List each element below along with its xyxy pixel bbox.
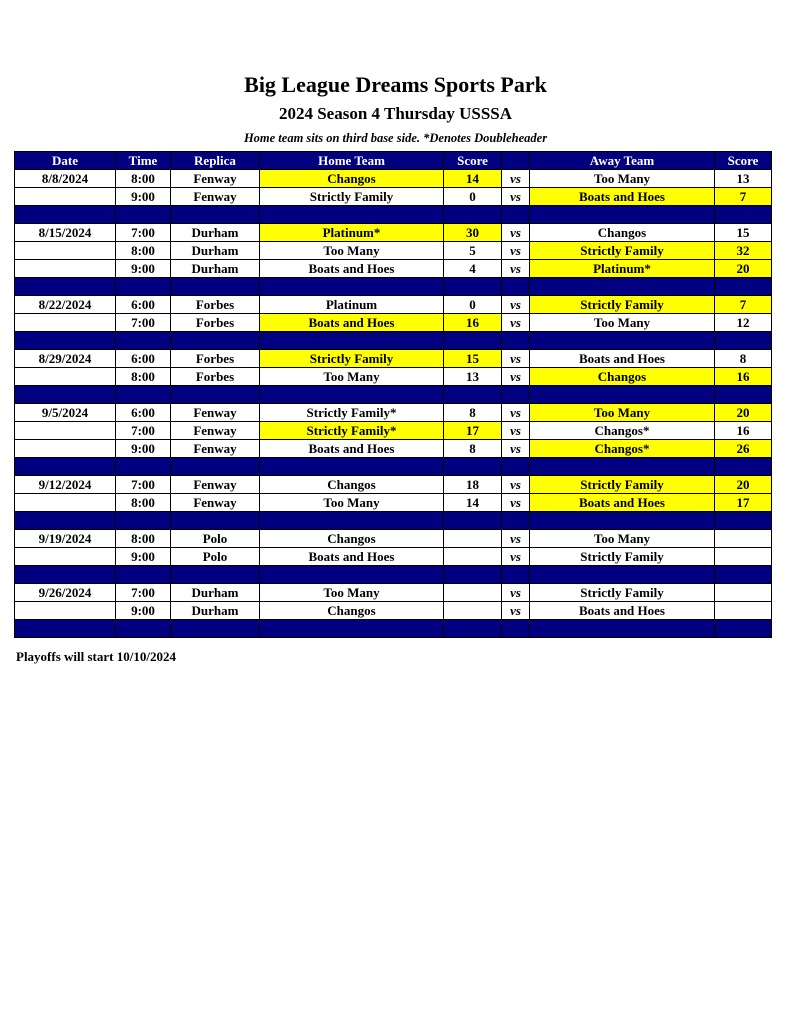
replica-cell: Fenway [171,422,260,440]
schedule-note: Home team sits on third base side. *Denotes Doubleheader [243,131,548,145]
spacer-row [15,206,772,224]
spacer-cell [715,512,772,530]
spacer-cell [260,566,444,584]
spacer-cell [715,332,772,350]
vs-cell: vs [502,296,530,314]
away-team-cell: Too Many [530,170,715,188]
vs-cell: vs [502,494,530,512]
table-row [15,494,772,512]
table-row [15,170,772,188]
home-score-cell [444,530,502,548]
date-cell: 8/29/2024 [15,350,116,368]
spacer-cell [530,206,715,224]
home-team-cell: Platinum [260,296,444,314]
vs-cell: vs [502,368,530,386]
away-team-cell: Boats and Hoes [530,494,715,512]
spacer-cell [116,620,171,638]
replica-cell: Fenway [171,440,260,458]
home-team-cell: Too Many [260,494,444,512]
replica-cell: Fenway [171,476,260,494]
vs-cell: vs [502,422,530,440]
home-team-cell: Platinum* [260,224,444,242]
vs-cell: vs [502,350,530,368]
spacer-cell [444,566,502,584]
home-score-cell: 0 [444,296,502,314]
spacer-cell [171,278,260,296]
spacer-cell [15,386,116,404]
header-away-team: Away Team [530,152,715,170]
time-cell: 9:00 [116,440,171,458]
spacer-cell [530,332,715,350]
away-score-cell [715,584,772,602]
date-cell: 9/5/2024 [15,404,116,422]
spacer-cell [15,206,116,224]
header-home-score: Score [444,152,502,170]
header-vs [502,152,530,170]
away-team-cell: Changos [530,368,715,386]
spacer-cell [715,386,772,404]
table-row [15,584,772,602]
away-team-cell: Too Many [530,530,715,548]
date-cell: 9/19/2024 [15,530,116,548]
page-subtitle: 2024 Season 4 Thursday USSSA [278,104,513,123]
table-row [15,350,772,368]
away-score-cell: 20 [715,476,772,494]
date-cell [15,602,116,620]
home-team-cell: Strictly Family* [260,422,444,440]
vs-cell: vs [502,530,530,548]
table-row [15,224,772,242]
spacer-cell [171,206,260,224]
table-row [15,602,772,620]
home-score-cell: 8 [444,404,502,422]
spacer-cell [15,620,116,638]
vs-cell: vs [502,314,530,332]
time-cell: 9:00 [116,602,171,620]
away-score-cell: 8 [715,350,772,368]
away-score-cell [715,548,772,566]
spacer-cell [116,458,171,476]
footer-note: Playoffs will start 10/10/2024 [16,649,176,664]
spacer-cell [171,332,260,350]
spacer-cell [502,386,530,404]
date-cell: 8/15/2024 [15,224,116,242]
home-team-cell: Strictly Family* [260,404,444,422]
home-score-cell: 14 [444,170,502,188]
time-cell: 6:00 [116,350,171,368]
header-row [15,152,772,170]
date-cell [15,440,116,458]
time-cell: 8:00 [116,242,171,260]
home-score-cell [444,584,502,602]
page-title: Big League Dreams Sports Park [244,72,547,97]
vs-cell: vs [502,170,530,188]
table-row [15,296,772,314]
away-score-cell: 17 [715,494,772,512]
replica-cell: Forbes [171,368,260,386]
home-team-cell: Too Many [260,584,444,602]
spacer-row [15,278,772,296]
date-cell [15,188,116,206]
spacer-cell [171,620,260,638]
header-home-team: Home Team [260,152,444,170]
spacer-cell [171,512,260,530]
away-score-cell [715,530,772,548]
away-team-cell: Strictly Family [530,296,715,314]
replica-cell: Durham [171,224,260,242]
away-team-cell: Boats and Hoes [530,350,715,368]
replica-cell: Forbes [171,314,260,332]
spacer-cell [116,566,171,584]
time-cell: 7:00 [116,422,171,440]
vs-cell: vs [502,548,530,566]
spacer-cell [530,458,715,476]
spacer-cell [444,332,502,350]
time-cell: 8:00 [116,368,171,386]
table-row [15,368,772,386]
spacer-cell [15,566,116,584]
away-team-cell: Too Many [530,404,715,422]
home-score-cell: 18 [444,476,502,494]
table-row [15,404,772,422]
date-cell: 9/12/2024 [15,476,116,494]
spacer-cell [260,278,444,296]
spacer-cell [260,206,444,224]
away-score-cell: 16 [715,368,772,386]
date-cell [15,242,116,260]
time-cell: 7:00 [116,476,171,494]
spacer-cell [260,386,444,404]
home-score-cell: 17 [444,422,502,440]
away-team-cell: Boats and Hoes [530,602,715,620]
header-away-score: Score [715,152,772,170]
away-score-cell: 26 [715,440,772,458]
spacer-cell [15,458,116,476]
time-cell: 7:00 [116,314,171,332]
schedule-body [15,170,772,638]
spacer-cell [260,620,444,638]
date-cell [15,260,116,278]
table-row [15,260,772,278]
home-score-cell: 5 [444,242,502,260]
away-team-cell: Strictly Family [530,584,715,602]
date-cell [15,368,116,386]
away-score-cell: 7 [715,296,772,314]
away-team-cell: Strictly Family [530,476,715,494]
table-row [15,548,772,566]
spacer-row [15,386,772,404]
date-cell: 9/26/2024 [15,584,116,602]
vs-cell: vs [502,440,530,458]
spacer-cell [15,332,116,350]
vs-cell: vs [502,242,530,260]
vs-cell: vs [502,404,530,422]
away-team-cell: Changos* [530,422,715,440]
home-team-cell: Changos [260,530,444,548]
date-cell: 8/22/2024 [15,296,116,314]
home-team-cell: Boats and Hoes [260,548,444,566]
time-cell: 8:00 [116,170,171,188]
time-cell: 6:00 [116,404,171,422]
replica-cell: Forbes [171,350,260,368]
replica-cell: Fenway [171,188,260,206]
home-score-cell: 14 [444,494,502,512]
replica-cell: Durham [171,260,260,278]
away-team-cell: Boats and Hoes [530,188,715,206]
home-score-cell: 30 [444,224,502,242]
replica-cell: Durham [171,242,260,260]
date-cell [15,314,116,332]
replica-cell: Durham [171,602,260,620]
replica-cell: Polo [171,530,260,548]
spacer-cell [502,512,530,530]
home-score-cell: 16 [444,314,502,332]
spacer-cell [116,386,171,404]
home-team-cell: Boats and Hoes [260,314,444,332]
spacer-cell [502,458,530,476]
spacer-cell [530,278,715,296]
away-score-cell: 13 [715,170,772,188]
table-row [15,242,772,260]
away-team-cell: Changos* [530,440,715,458]
time-cell: 6:00 [116,296,171,314]
spacer-cell [260,512,444,530]
header-date: Date [15,152,116,170]
vs-cell: vs [502,602,530,620]
home-team-cell: Changos [260,476,444,494]
spacer-cell [116,206,171,224]
away-team-cell: Platinum* [530,260,715,278]
date-cell [15,494,116,512]
time-cell: 9:00 [116,260,171,278]
home-team-cell: Strictly Family [260,188,444,206]
away-score-cell: 20 [715,404,772,422]
home-team-cell: Changos [260,602,444,620]
spacer-cell [715,206,772,224]
spacer-cell [444,620,502,638]
home-team-cell: Boats and Hoes [260,260,444,278]
spacer-cell [530,620,715,638]
spacer-cell [502,206,530,224]
away-score-cell: 7 [715,188,772,206]
spacer-cell [116,332,171,350]
spacer-cell [502,278,530,296]
spacer-cell [530,386,715,404]
date-cell [15,548,116,566]
spacer-row [15,566,772,584]
home-score-cell: 8 [444,440,502,458]
home-team-cell: Strictly Family [260,350,444,368]
time-cell: 8:00 [116,530,171,548]
spacer-cell [502,332,530,350]
time-cell: 8:00 [116,494,171,512]
home-score-cell: 15 [444,350,502,368]
spacer-cell [715,278,772,296]
date-cell [15,422,116,440]
time-cell: 9:00 [116,548,171,566]
spacer-row [15,332,772,350]
vs-cell: vs [502,224,530,242]
spacer-cell [444,278,502,296]
time-cell: 9:00 [116,188,171,206]
time-cell: 7:00 [116,584,171,602]
schedule-table [14,151,772,638]
vs-cell: vs [502,188,530,206]
spacer-cell [15,512,116,530]
spacer-cell [444,458,502,476]
away-score-cell: 15 [715,224,772,242]
header-replica: Replica [171,152,260,170]
away-score-cell: 12 [715,314,772,332]
header-time: Time [116,152,171,170]
vs-cell: vs [502,584,530,602]
home-team-cell: Changos [260,170,444,188]
spacer-cell [260,458,444,476]
table-row [15,440,772,458]
away-team-cell: Changos [530,224,715,242]
home-team-cell: Too Many [260,368,444,386]
spacer-cell [116,512,171,530]
vs-cell: vs [502,476,530,494]
away-score-cell: 16 [715,422,772,440]
home-score-cell [444,548,502,566]
home-score-cell: 0 [444,188,502,206]
spacer-cell [530,566,715,584]
table-row [15,530,772,548]
spacer-cell [444,512,502,530]
spacer-cell [171,566,260,584]
table-row [15,476,772,494]
replica-cell: Fenway [171,170,260,188]
home-score-cell: 13 [444,368,502,386]
away-team-cell: Strictly Family [530,548,715,566]
spacer-row [15,458,772,476]
spacer-row [15,620,772,638]
vs-cell: vs [502,260,530,278]
spacer-cell [530,512,715,530]
spacer-cell [715,566,772,584]
table-row [15,188,772,206]
replica-cell: Polo [171,548,260,566]
away-team-cell: Too Many [530,314,715,332]
spacer-cell [444,386,502,404]
spacer-cell [116,278,171,296]
away-score-cell: 32 [715,242,772,260]
table-row [15,422,772,440]
replica-cell: Fenway [171,494,260,512]
spacer-cell [171,458,260,476]
spacer-cell [715,458,772,476]
spacer-cell [171,386,260,404]
home-team-cell: Too Many [260,242,444,260]
date-cell: 8/8/2024 [15,170,116,188]
spacer-cell [715,620,772,638]
table-row [15,314,772,332]
home-team-cell: Boats and Hoes [260,440,444,458]
home-score-cell [444,602,502,620]
time-cell: 7:00 [116,224,171,242]
spacer-cell [502,566,530,584]
away-score-cell: 20 [715,260,772,278]
away-score-cell [715,602,772,620]
home-score-cell: 4 [444,260,502,278]
spacer-cell [444,206,502,224]
away-team-cell: Strictly Family [530,242,715,260]
spacer-cell [260,332,444,350]
spacer-row [15,512,772,530]
spacer-cell [502,620,530,638]
replica-cell: Fenway [171,404,260,422]
spacer-cell [15,278,116,296]
replica-cell: Durham [171,584,260,602]
replica-cell: Forbes [171,296,260,314]
